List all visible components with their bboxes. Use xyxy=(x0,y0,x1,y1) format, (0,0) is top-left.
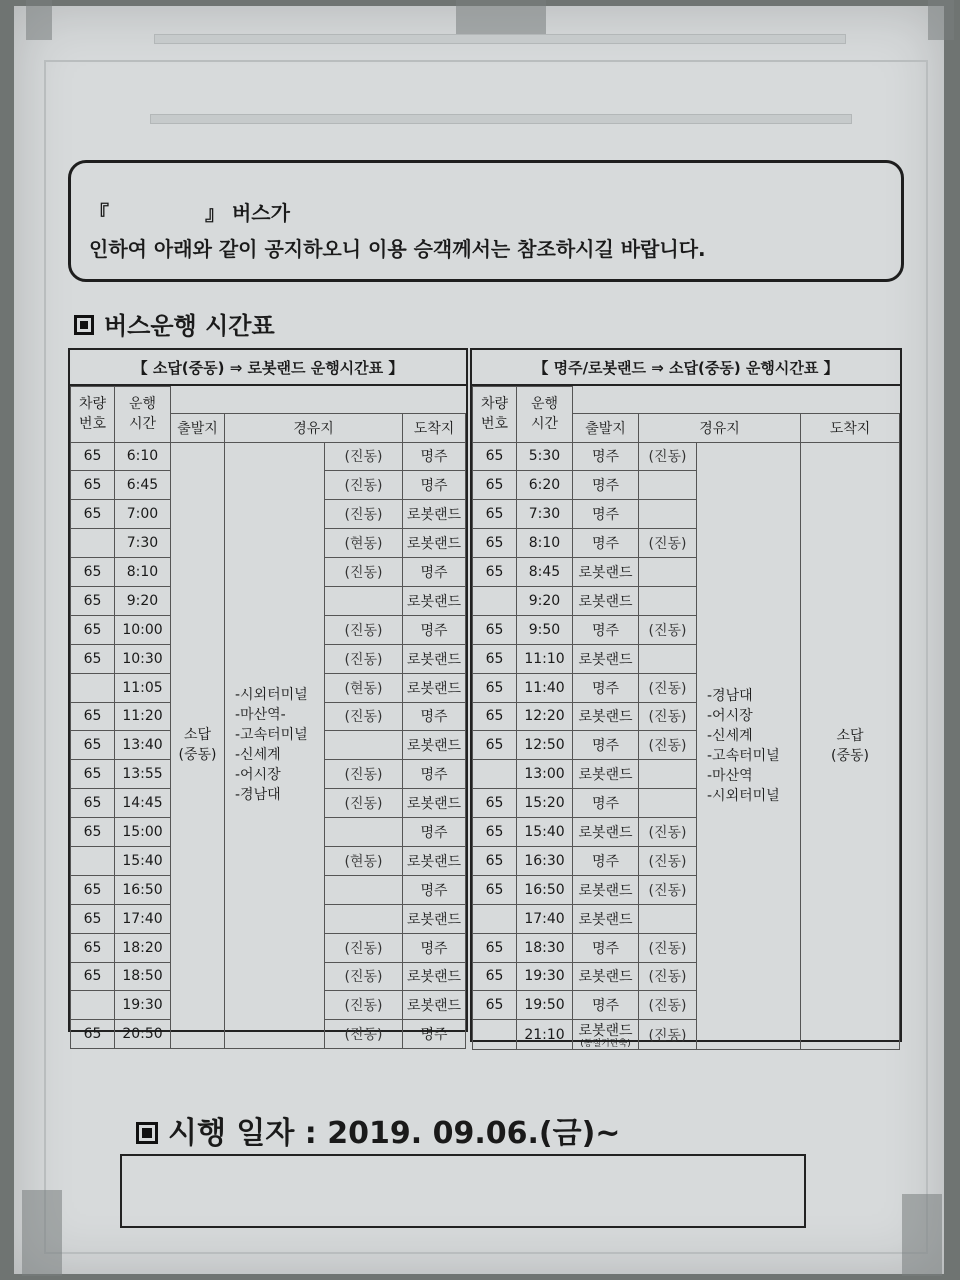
via-note xyxy=(639,471,697,500)
origin: 명주 xyxy=(573,500,639,529)
via-note: (현동) xyxy=(325,846,403,875)
tape-bottom-right xyxy=(902,1194,942,1276)
via-note: (진동) xyxy=(325,1020,403,1049)
origin: 명주 xyxy=(573,846,639,875)
square-bullet-icon xyxy=(74,315,94,335)
via-note: (현동) xyxy=(325,529,403,558)
departure-time: 6:10 xyxy=(115,442,171,471)
header-via: 경유지 xyxy=(639,413,801,442)
departure-time: 16:50 xyxy=(115,875,171,904)
departure-time: 20:50 xyxy=(115,1020,171,1049)
top-rule xyxy=(154,34,846,44)
departure-time: 8:10 xyxy=(517,529,573,558)
origin: 로봇랜드 xyxy=(573,875,639,904)
table-row xyxy=(473,442,900,471)
square-bullet-icon xyxy=(136,1122,158,1144)
vehicle-number xyxy=(71,991,115,1020)
vehicle-number xyxy=(71,529,115,558)
vehicle-number xyxy=(71,673,115,702)
via-note: (진동) xyxy=(639,1020,697,1050)
vehicle-number: 65 xyxy=(473,962,517,991)
vehicle-number xyxy=(71,846,115,875)
origin-name: 로봇랜드 xyxy=(578,1023,633,1040)
via-note: (진동) xyxy=(325,442,403,471)
origin: 로봇랜드 xyxy=(573,702,639,731)
destination: 명주 xyxy=(403,702,466,731)
destination: 명주 xyxy=(403,558,466,587)
departure-time: 15:40 xyxy=(517,818,573,847)
tape-top-mid xyxy=(456,0,546,34)
vehicle-number xyxy=(473,1020,517,1050)
destination: 로봇랜드 xyxy=(403,991,466,1020)
vehicle-number: 65 xyxy=(473,471,517,500)
departure-time: 6:45 xyxy=(115,471,171,500)
vehicle-number xyxy=(473,904,517,933)
vehicle-number: 65 xyxy=(473,789,517,818)
vehicle-number: 65 xyxy=(473,615,517,644)
departure-time: 11:20 xyxy=(115,702,171,731)
departure-time: 11:40 xyxy=(517,673,573,702)
header-vehicle: 차량 번호 xyxy=(71,387,115,443)
vehicle-number: 65 xyxy=(473,644,517,673)
vehicle-number: 65 xyxy=(71,615,115,644)
origin: 명주 xyxy=(573,673,639,702)
departure-time: 12:20 xyxy=(517,702,573,731)
notice-line-1 xyxy=(89,197,290,226)
destination: 로봇랜드 xyxy=(403,673,466,702)
via-note xyxy=(325,875,403,904)
origin: 명주 xyxy=(573,442,639,471)
vehicle-number: 65 xyxy=(71,500,115,529)
origin: 로봇랜드 xyxy=(573,818,639,847)
vehicle-number: 65 xyxy=(71,875,115,904)
bracket-close: 』 버스가 xyxy=(205,201,290,225)
vehicle-number: 65 xyxy=(71,760,115,789)
departure-time: 19:30 xyxy=(115,991,171,1020)
vehicle-number: 65 xyxy=(71,818,115,847)
origin: 명주 xyxy=(573,529,639,558)
origin: 로봇랜드 xyxy=(573,962,639,991)
tape-top-left xyxy=(26,0,52,40)
origin xyxy=(573,1020,639,1050)
departure-time: 7:30 xyxy=(115,529,171,558)
via-note: (진동) xyxy=(325,933,403,962)
vehicle-number: 65 xyxy=(71,644,115,673)
departure-time: 19:50 xyxy=(517,991,573,1020)
origin: 로봇랜드 xyxy=(573,558,639,587)
tape-bottom-left xyxy=(22,1190,62,1276)
departure-time: 15:00 xyxy=(115,818,171,847)
destination-cell: 소답 (중동) xyxy=(801,442,900,1050)
departure-time: 9:20 xyxy=(115,586,171,615)
blank-note-box xyxy=(120,1154,806,1228)
departure-time: 10:30 xyxy=(115,644,171,673)
destination: 로봇랜드 xyxy=(403,904,466,933)
section-title xyxy=(74,306,275,341)
origin: 명주 xyxy=(573,991,639,1020)
header-time: 운행 시간 xyxy=(115,387,171,443)
vehicle-number: 65 xyxy=(71,933,115,962)
departure-time: 16:30 xyxy=(517,846,573,875)
via-note xyxy=(325,586,403,615)
vehicle-number: 65 xyxy=(71,962,115,991)
destination: 로봇랜드 xyxy=(403,846,466,875)
via-list: -경남대 -어시장 -신세계 -고속터미널 -마산역 -시외터미널 xyxy=(697,442,801,1050)
right-table-caption: 【 명주/로봇랜드 ⇒ 소답(중동) 운행시간표 】 xyxy=(472,350,900,386)
vehicle-number: 65 xyxy=(473,558,517,587)
departure-time: 9:20 xyxy=(517,586,573,615)
origin: 명주 xyxy=(573,933,639,962)
notice-box xyxy=(68,160,904,282)
departure-time: 6:20 xyxy=(517,471,573,500)
via-note: (진동) xyxy=(639,731,697,760)
vehicle-number: 65 xyxy=(473,846,517,875)
vehicle-number: 65 xyxy=(473,731,517,760)
origin: 명주 xyxy=(573,471,639,500)
destination: 명주 xyxy=(403,471,466,500)
vehicle-number: 65 xyxy=(473,702,517,731)
via-note: (진동) xyxy=(325,500,403,529)
bracket-open: 『 xyxy=(89,201,109,225)
via-note: (진동) xyxy=(639,442,697,471)
vehicle-number: 65 xyxy=(71,702,115,731)
origin: 명주 xyxy=(573,731,639,760)
via-note: (진동) xyxy=(325,962,403,991)
vehicle-number: 65 xyxy=(71,1020,115,1049)
vehicle-number: 65 xyxy=(473,529,517,558)
origin: 로봇랜드 xyxy=(573,760,639,789)
vehicle-number xyxy=(473,760,517,789)
header-vehicle: 차량 번호 xyxy=(473,387,517,443)
vehicle-number: 65 xyxy=(71,731,115,760)
via-note: (진동) xyxy=(639,846,697,875)
vehicle-number: 65 xyxy=(71,586,115,615)
departure-time: 15:40 xyxy=(115,846,171,875)
vehicle-number: 65 xyxy=(473,991,517,1020)
second-rule xyxy=(150,114,852,124)
left-table-grid xyxy=(70,386,466,1049)
tape-top-right xyxy=(928,0,954,40)
via-note: (진동) xyxy=(639,615,697,644)
via-note xyxy=(639,586,697,615)
departure-time: 18:20 xyxy=(115,933,171,962)
departure-time: 17:40 xyxy=(115,904,171,933)
via-note: (진동) xyxy=(639,818,697,847)
via-note: (진동) xyxy=(639,962,697,991)
origin-sub-note: (동절기단축) xyxy=(580,1039,631,1050)
via-note: (진동) xyxy=(325,558,403,587)
via-note xyxy=(639,789,697,818)
via-list: -시외터미널 -마산역- -고속터미널 -신세계 -어시장 -경남대 xyxy=(225,442,325,1049)
departure-time: 8:45 xyxy=(517,558,573,587)
right-table-grid xyxy=(472,386,900,1050)
destination: 명주 xyxy=(403,760,466,789)
origin: 명주 xyxy=(573,615,639,644)
header-origin: 출발지 xyxy=(573,413,639,442)
via-note xyxy=(325,818,403,847)
origin-cell: 소답 (중동) xyxy=(171,442,225,1049)
destination: 로봇랜드 xyxy=(403,789,466,818)
via-note: (진동) xyxy=(325,471,403,500)
departure-time: 9:50 xyxy=(517,615,573,644)
via-note: (진동) xyxy=(639,875,697,904)
via-note: (진동) xyxy=(639,991,697,1020)
left-table-caption: 【 소답(중동) ⇒ 로봇랜드 운행시간표 】 xyxy=(70,350,466,386)
origin: 로봇랜드 xyxy=(573,586,639,615)
departure-time: 5:30 xyxy=(517,442,573,471)
vehicle-number: 65 xyxy=(473,673,517,702)
vehicle-number: 65 xyxy=(71,442,115,471)
destination: 명주 xyxy=(403,818,466,847)
destination: 로봇랜드 xyxy=(403,731,466,760)
vehicle-number: 65 xyxy=(71,904,115,933)
departure-time: 11:05 xyxy=(115,673,171,702)
vehicle-number: 65 xyxy=(473,442,517,471)
destination: 로봇랜드 xyxy=(403,529,466,558)
effective-date xyxy=(136,1108,620,1152)
vehicle-number: 65 xyxy=(71,558,115,587)
notice-line-2: 인하여 아래와 같이 공지하오니 이용 승객께서는 참조하시길 바랍니다. xyxy=(89,237,706,261)
origin: 로봇랜드 xyxy=(573,904,639,933)
destination: 명주 xyxy=(403,615,466,644)
via-note xyxy=(639,558,697,587)
destination: 로봇랜드 xyxy=(403,644,466,673)
via-note: (현동) xyxy=(325,673,403,702)
vehicle-number: 65 xyxy=(473,875,517,904)
via-note: (진동) xyxy=(325,702,403,731)
departure-time: 13:40 xyxy=(115,731,171,760)
header-via: 경유지 xyxy=(225,413,403,442)
vehicle-number xyxy=(473,586,517,615)
via-note xyxy=(325,731,403,760)
vehicle-number: 65 xyxy=(473,818,517,847)
via-note: (진동) xyxy=(325,789,403,818)
via-note: (진동) xyxy=(325,615,403,644)
via-note xyxy=(325,904,403,933)
table-row xyxy=(71,442,466,471)
departure-time: 7:00 xyxy=(115,500,171,529)
destination: 명주 xyxy=(403,933,466,962)
via-note: (진동) xyxy=(639,529,697,558)
departure-time: 18:30 xyxy=(517,933,573,962)
departure-time: 17:40 xyxy=(517,904,573,933)
departure-time: 16:50 xyxy=(517,875,573,904)
origin: 로봇랜드 xyxy=(573,644,639,673)
destination: 명주 xyxy=(403,442,466,471)
via-note: (진동) xyxy=(639,933,697,962)
destination: 로봇랜드 xyxy=(403,500,466,529)
vehicle-number: 65 xyxy=(71,471,115,500)
header-dest: 도착지 xyxy=(801,413,900,442)
departure-time: 18:50 xyxy=(115,962,171,991)
destination: 로봇랜드 xyxy=(403,962,466,991)
via-note xyxy=(639,500,697,529)
via-note: (진동) xyxy=(325,760,403,789)
destination: 명주 xyxy=(403,1020,466,1049)
effective-date-text: 시행 일자 : 2019. 09.06.(금)~ xyxy=(168,1116,621,1151)
vehicle-number: 65 xyxy=(473,933,517,962)
via-note: (진동) xyxy=(325,991,403,1020)
departure-time: 19:30 xyxy=(517,962,573,991)
departure-time: 21:10 xyxy=(517,1020,573,1050)
departure-time: 15:20 xyxy=(517,789,573,818)
departure-time: 11:10 xyxy=(517,644,573,673)
via-note: (진동) xyxy=(325,644,403,673)
departure-time: 10:00 xyxy=(115,615,171,644)
via-note xyxy=(639,644,697,673)
via-note: (진동) xyxy=(639,702,697,731)
header-origin: 출발지 xyxy=(171,413,225,442)
header-time: 운행 시간 xyxy=(517,387,573,443)
vehicle-number: 65 xyxy=(71,789,115,818)
departure-time: 7:30 xyxy=(517,500,573,529)
right-timetable xyxy=(470,348,902,1050)
destination: 로봇랜드 xyxy=(403,586,466,615)
via-note xyxy=(639,760,697,789)
departure-time: 12:50 xyxy=(517,731,573,760)
via-note xyxy=(639,904,697,933)
destination: 명주 xyxy=(403,875,466,904)
departure-time: 8:10 xyxy=(115,558,171,587)
vehicle-number: 65 xyxy=(473,500,517,529)
header-dest: 도착지 xyxy=(403,413,466,442)
departure-time: 14:45 xyxy=(115,789,171,818)
left-timetable xyxy=(68,348,468,1044)
section-title-text: 버스운행 시간표 xyxy=(104,312,275,340)
origin: 명주 xyxy=(573,789,639,818)
departure-time: 13:55 xyxy=(115,760,171,789)
departure-time: 13:00 xyxy=(517,760,573,789)
via-note: (진동) xyxy=(639,673,697,702)
